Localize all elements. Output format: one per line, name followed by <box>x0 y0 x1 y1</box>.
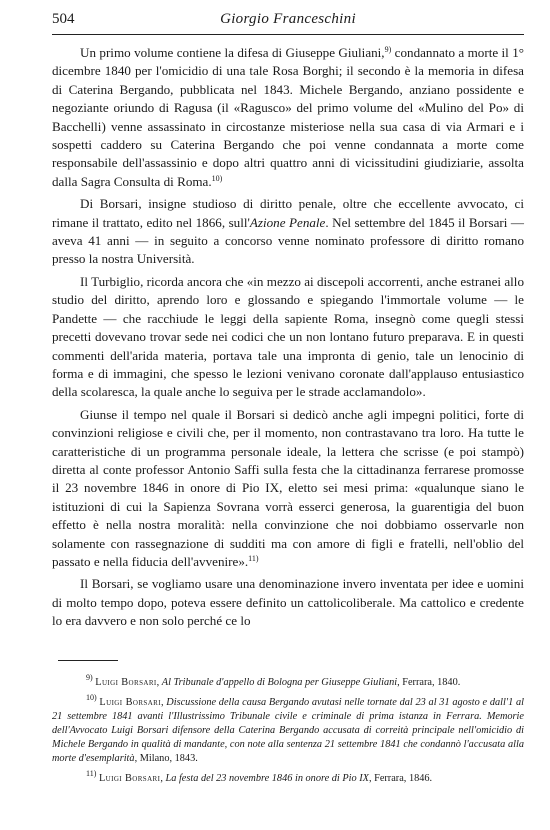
paragraph-1-text-b: condannato a morte il 1° dicembre 1840 per l'omicidio di una tale Rosa Borghi; il secondo è la memoria in difesa di Caterina Bergando, pubblicata nel 1843. Michele Bergando, anziano possidente e negoziante oriundo di Ragusa (il «Ragusco» del primo volume del «Mulino del Po» di Bacchelli) venne assassinato in circostanze misteriose nella sua casa di via Armari e i sospetti caddero su Caterina Bergando che poi venne condannata a morte come responsabile dell'assassinio e dopo altri quattro anni di vicissitudini giudiziarie, assolta dalla Sagra Consulta di Roma. <box>52 45 524 189</box>
paragraph-1-text-a: Un primo volume contiene la difesa di Giuseppe Giuliani, <box>80 45 385 60</box>
footnote-author: Luigi Borsari <box>98 773 161 784</box>
running-head: Giorgio Franceschini <box>220 11 356 27</box>
paragraph-2-text-b: . Nel settembre del 1845 il Borsari — aveva 41 anni — in seguito a concorso venne nominato professore di diritto romano presso la nostra Università. <box>52 214 525 267</box>
page-number: 504 <box>52 11 75 27</box>
paragraph-2-text-a: Di Borsari, insigne studioso di diritto penale, oltre che eccellente avvocato, ci rimane il trattato, edito nel 1866, sull' <box>52 196 524 230</box>
footnote-title: Discussione della causa Bergando avutasi nelle tornate dal 23 al 31 agosto e dall'1 al 21 settembre 1841 avanti l'Illustrissimo Tribunale civile e criminale di prima istanza in Ferrara. Memorie dell'Avvocato Luigi Borsari difensore della Caterina Bergando accusata di correità principale nell'omicidio di Michele Bergando in qualità di mandante, con note alla sentenza 21 settembre 1841 che condannò l'accusata alla morte d'esemplarità <box>52 697 524 764</box>
paragraph-5: Il Borsari, se vogliamo usare una denominazione invero inventata per idee e uomini di molto tempo dopo, poteva essere definito un cattolicoliberale. Ma cattolico e credente lo era davvero e non solo perché ce lo <box>52 576 524 629</box>
work-title-azione-penale: Azione Penale <box>249 214 326 230</box>
footnote-publication: , Ferrara, 1846. <box>368 773 433 784</box>
footnote-rule <box>58 660 118 661</box>
footnote-10: $^{10)}$ Luigi Borsari, Discussione della causa Bergando avutasi nelle tornate dal 23 al 31 agosto e dall'1 al 21 settembre 1841 avanti l'Illustrissimo Tribunale civile e criminale di prima istanza in Ferrara. Memorie dell'Avvocato Luigi Borsari difensore della Caterina Bergando accusata di correità principale nell'omicidio di Michele Bergando in qualità di mandante, con note alla sentenza 21 settembre 1841 che condannò l'accusata alla morte d'esemplarità, Milano, 1843. <box>52 693 524 764</box>
footnote-number: 9) <box>86 673 93 682</box>
paragraph-3: Il Turbiglio, ricorda ancora che «in mezzo ai discepoli accorrenti, anche estranei allo studio del diritto, aprendo loro e glossando e spiegando l'immortale volume — le Pandette — che racchiude le leggi della sapiente Roma, insegnò come quegli stessi precetti dovevano trovar sede nei codici che un non lontano futuro preparava. E in questi commenti dell'arida materia, portava tale una impronta di genio, tale un lenocinio di forma e di immagini, che spesso le lezioni venivano coronate dall'applauso entusiastico della scolaresca, la quale anche lo seguiva per le strade acclamandolo». <box>52 273 524 400</box>
footnotes <box>52 673 524 792</box>
main-text <box>52 44 524 635</box>
footnote-author: Luigi Borsari <box>99 697 161 708</box>
footnote-author: Luigi Borsari <box>95 677 157 688</box>
footnote-9: $^{9)}$ Luigi Borsari, Al Tribunale d'appello di Bologna per Giuseppe Giuliani, Ferrara, 1840. <box>86 673 461 688</box>
footnote-publication: , Milano, 1843. <box>134 753 198 764</box>
footnote-ref-10[interactable]: 10) <box>211 173 223 183</box>
footnote-publication: , Ferrara, 1840. <box>397 677 461 688</box>
footnote-11: $^{11)}$ Luigi Borsari, La festa del 23 novembre 1846 in onore di Pio IX, Ferrara, 1846. <box>86 769 433 784</box>
footnote-number: 10) <box>86 693 97 702</box>
footnote-number: 11) <box>86 769 97 778</box>
footnote-ref-11[interactable]: 11) <box>248 553 259 563</box>
paragraph-4 <box>52 406 524 572</box>
footnote-title: La festa del 23 novembre 1846 in onore di Pio IX <box>165 773 369 784</box>
footnote-ref-9[interactable]: 9) <box>384 45 392 54</box>
paragraph-4-text: Giunse il tempo nel quale il Borsari si dedicò anche agli impegni politici, forte di convinzioni religiose e civili che, per il momento, non contrastavano tra loro. Ha tutte le caratteristiche di un programma personale ideale, la lettera che scrisse (e poi stampò) diretta al conte professor Antonio Saffi sulla festa che la cittadinanza ferrarese promosse il 23 novembre 1846 in onore di Pio IX, eletto sei mesi prima: «qualunque siano le istituzioni di cui la Sapienza Sovrana vorrà esserci generosa, la guarentigia del buon effetto è nella nostra moralità: nella convinzione che noi dobbiamo osservarle non solamente con rassegnazione di sudditi ma con amore di figli e fratelli, nell'oblio del passato e nella fiducia dell'avvenire». <box>52 406 524 569</box>
footnote-title: Al Tribunale d'appello di Bologna per Giuseppe Giuliani <box>161 677 398 688</box>
paragraph-1 <box>52 44 524 191</box>
header-rule <box>52 34 524 35</box>
paragraph-2 <box>52 195 524 269</box>
page-header <box>52 8 524 32</box>
